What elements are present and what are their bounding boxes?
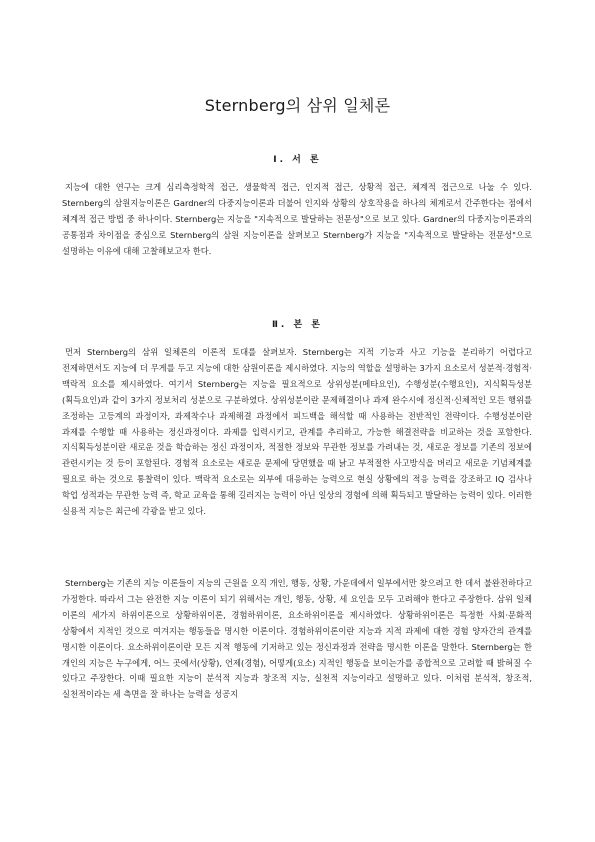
body-paragraph-1: 먼저 Sternberg의 삼위 일체론의 이론적 토대를 살펴보자. Sternberg는 지적 기능과 사고 기능을 분리하기 어렵다고 전제하면서도 지능에 더 무게를 두고 지능에 대한 삼원이론을 제시하였다. 지능의 역할을 설명하는 3가지 요소로서 성분적·경험적·맥락적 요소를 제시하였다. 여기서 Sternberg는 지능을 필요적으로 상위성분(메타요인), 수행성분(수행요인), 지식획득성분(획득요인)과 같이 3가지 정보처리 성분으로 구분하였다. 상위성분이란 문제해결이나 과제 완수시에 정신적·신체적인 모든 행위를 조정하는 고등계의 과정이자, 과제착수나 과제해결 과정에서 피드백을 해석할 때 사용하는 전반적인 전략이다. 수행성분이란 과제를 수행할 때 사용하는 정신과정이다. 과제를 입력시키고, 관계를 추리하고, 가능한 해결전략을 비교하는 것을 포함한다. 지식획득성분이란 새로운 것을 학습하는 정신 과정이자, 적절한 정보와 무관한 정보를 가려내는 것, 새로운 정보를 기존의 정보에 관련시키는 것 등이 포함된다. 경험적 요소로는 새로운 문제에 당면했을 때 낡고 부적절한 사고방식을 버리고 새로운 기념체계를 필요로 하는 것으로 통찰력이 있다. 맥락적 요소로는 외부에 대응하는 능력으로 현실 상황에의 적응 능력을 강조하고 IQ 검사나 학업 성적과는 무관한 능력 즉, 학교 교육을 통해 길러지는 능력이 아닌 일상의 경험에 의해 획득되고 발달하는 능력이 있다. 이러한 실용적 지능은 최근에 각광을 받고 있다.: [62, 347, 532, 517]
document-title: Sternberg의 삼위 일체론: [204, 96, 391, 115]
body-paragraph-2: Sternberg는 기존의 지능 이론들이 지능의 근원을 오직 개인, 행동, 상황, 가운데에서 일부에서만 찾으려고 한 데서 불완전하다고 가정한다. 따라서 그는 완전한 지능 이론이 되기 위해서는 개인, 행동, 상황, 세 요인을 모두 고려해야 한다고 주장한다. 삼위 일체 이론의 세가지 하위이론으로 상황하위이론, 경험하위이론, 요소하위이론을 제시하였다. 상황하위이론은 특정한 사회·문화적 상황에서 지적인 것으로 여겨지는 행동들을 명시한 이론이다. 경험하위이론이란 지능과 지적 과제에 대한 경험 양자간의 관계를 명시한 이론이다. 요소하위이론이란 모든 지적 행동에 기저하고 있는 정신과정과 전략을 명시한 이론을 말한다. Sternberg는 한 개인의 지능은 누구에게, 어느 곳에서(상황), 언제(경험), 어떻게(요소) 지적인 행동을 보이는가를 종합적으로 고려할 때 밝혀질 수 있다고 주장한다. 이때 필요한 지능이 분석적 지능과 창조적 지능, 실천적 지능이라고 설명하고 있다. 이처럼 분석적, 창조적, 실천적이라는 세 측면을 잘 하나는 능력을 성공지: [62, 578, 532, 700]
section-heading-introduction: Ⅰ. 서 론: [273, 155, 322, 165]
intro-paragraph: 지능에 대한 연구는 크게 심리측정학적 접근, 생물학적 접근, 인지적 접근, 상황적 접근, 체계적 접근으로 나눌 수 있다. Sternberg의 삼원지능이론은 Gardner의 다중지능이론과 더불어 인지와 상황의 상호작용을 하나의 체계로서 간주한다는 점에서 체계적 접근 방법 중 하나이다. Sternberg는 지능을 "지속적으로 발달하는 전문성"으로 보고 있다. Gardner의 다중지능이론과의 공통점과 차이점을 중심으로 Sternberg의 삼원 지능이론을 살펴보고 Sternberg가 지능을 "지속적으로 발달하는 전문성"으로 설명하는 이유에 대해 고찰해보고자 한다.: [62, 182, 532, 256]
section-heading-body: Ⅱ. 본 론: [271, 320, 323, 330]
